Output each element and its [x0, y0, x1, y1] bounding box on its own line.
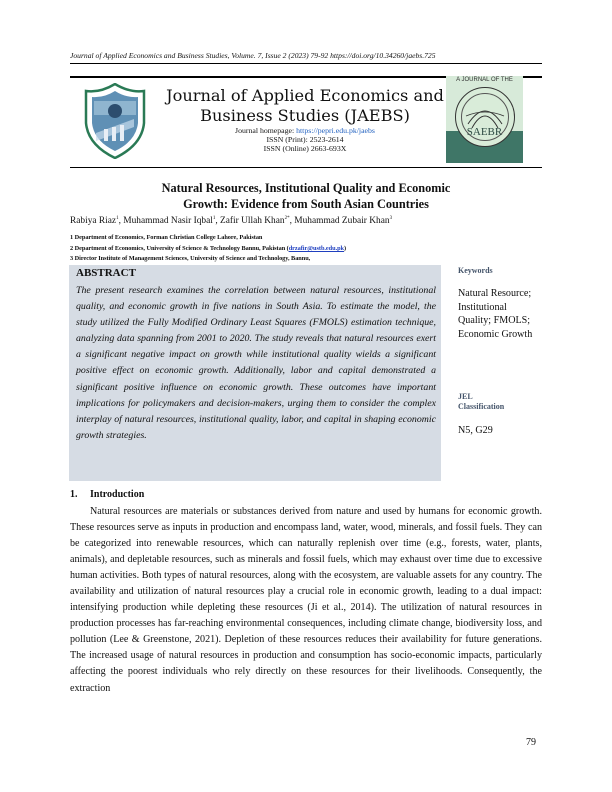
- paper-title: [70, 180, 542, 212]
- journal-title-line2: Business Studies (JAEBS): [200, 106, 410, 125]
- abstract-box: [69, 265, 441, 481]
- author: Zafir Ullah Khan$^{2*}$,: [220, 216, 295, 226]
- affiliation-3: 3 Director Institute of Management Sciences, University of Science and Technology, Bannu,: [70, 255, 311, 262]
- running-head: Journal of Applied Economics and Business Studies, Volume. 7, Issue 2 (2023) 79-92 https://doi.org/10.34260/jaebs.725: [70, 51, 436, 60]
- masthead: [160, 86, 450, 153]
- homepage-label: Journal homepage:: [235, 126, 297, 135]
- logo-top-text: A JOURNAL OF THE: [456, 77, 513, 83]
- shield-icon: [82, 83, 148, 159]
- abstract-heading: ABSTRACT: [76, 267, 136, 279]
- section-heading: [70, 489, 144, 500]
- saebr-logo: [446, 76, 523, 163]
- section-number: 1.: [70, 489, 78, 500]
- header-rule: [70, 63, 542, 64]
- homepage-line: [160, 126, 450, 135]
- logo-name: SAEBR: [466, 126, 503, 138]
- author: Muhammad Nasir Iqbal$^1$,: [123, 216, 221, 226]
- page-number: 79: [526, 737, 536, 748]
- author-list: [70, 216, 542, 226]
- keywords-label: Keywords: [458, 266, 493, 275]
- paper-title-line2: Growth: Evidence from South Asian Countries: [183, 197, 429, 211]
- issn-print: ISSN (Print): 2523-2614: [266, 135, 344, 144]
- jel-label: JEL Classification: [458, 392, 505, 411]
- homepage-link[interactable]: https://pepri.edu.pk/jaebs: [296, 126, 375, 135]
- paper-title-line1: Natural Resources, Institutional Quality and Economic: [161, 181, 451, 195]
- section-title: Introduction: [90, 489, 145, 500]
- journal-title-line1: Journal of Applied Economics and: [166, 86, 444, 105]
- issn-online: ISSN (Online) 2663-693X: [263, 144, 347, 153]
- corresponding-email-link[interactable]: drzafir@ustb.edu.pk: [288, 245, 345, 252]
- masthead-bottom-rule: [70, 167, 542, 168]
- affiliation-1: 1 Department of Economics, Forman Christian College Lahore, Pakistan: [70, 234, 263, 241]
- author: Muhammad Zubair Khan$^3$: [294, 216, 393, 226]
- author: Rabiya Riaz$^1$,: [70, 216, 124, 226]
- intro-paragraph: Natural resources are materials or substances derived from nature and used by humans for economic growth. These resources serve as inputs in production and encompass land, water, wood, minerals, and fossil fuels. They can be categorized into renewable resources, which can naturally replenish over time (e.g., forests, water, plants, animals), and depletable resources, such as minerals and fossil fuels, which may exhaust over time due to excessive human activities. Both types of natural resources, along with the ecosystem, are valuable assets for any country. The availability and utilization of natural resources play a crucial role in economic growth, leading to a dual impact: intensifying production while depleting these resources (Ji et al., 2014). The utilization of natural resources in production processes has far-reaching environmental consequences, including climate change, biodiversity loss, and pollution (Lee & Greenstone, 2021). Depletion of these resources reduces their availability for future generations. The increased usage of natural resources in production and consumption has socio-economic impacts, particularly affecting the poorest individuals who rely directly on these resources for their livelihoods. Consequently, the extraction: [70, 506, 542, 694]
- jel-codes: N5, G29: [458, 425, 493, 436]
- abstract-text: The present research examines the correlation between natural resources, institutional quality, and economic growth in five nations in South Asia. To estimate the model, the study utilized the Fully Modified Ordinary Least Squares (FMOLS) estimation technique, analyzing data spanning from 2001 to 2020. The study reveals that natural resources exert a significant negative impact on growth while institutional quality wields a significant positive effect on economic growth. Additionally, labor and capital demonstrated a significant positive influence on economic growth. These outcomes have important implications for policymakers and decision-makers, urging them to consider the complex interplay of natural resources, institutional quality, labor, and capital in shaping economic growth strategies.: [76, 285, 436, 441]
- keywords-list: Natural Resource; Institutional Quality; FMOLS; Economic Growth: [458, 288, 533, 340]
- affiliation-2: 2 Department of Economics, University of Science & Technology Bannu, Pakistan (drzafir@ustb.edu.pk): [70, 245, 347, 252]
- jaebs-shield-logo: [82, 83, 148, 159]
